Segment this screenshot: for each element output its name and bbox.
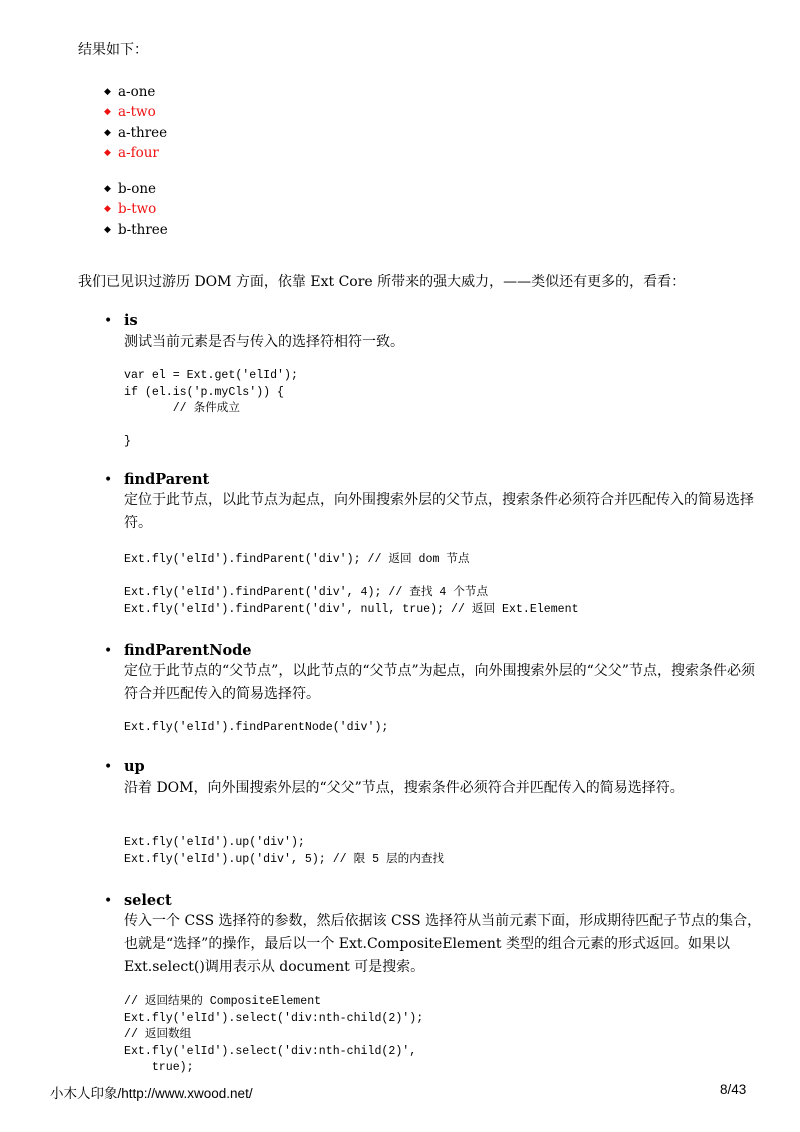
diamond-bullet-icon: ◆ <box>104 107 111 118</box>
code-block-select: // 返回结果的 CompositeElement Ext.fly('elId').select('div:nth-child(2)'); // 返回数组 Ext.fly('elId').select('div:nth-child(2)', true); <box>124 995 424 1074</box>
code-block-is: var el = Ext.get('elId'); if (el.is('p.myCls')) { // 条件成立 } <box>124 369 298 448</box>
code-block-findparentnode: Ext.fly('elId').findParentNode('div'); <box>124 721 389 734</box>
intro-text: 结果如下： <box>78 42 148 58</box>
list-item-text: a-four <box>118 144 159 161</box>
bullet-icon: • <box>104 759 113 775</box>
result-list-a <box>104 82 167 163</box>
footer-source: 小木人印象/http://www.xwood.net/ <box>50 1086 253 1101</box>
result-list-b <box>104 179 168 240</box>
method-name-findparentnode: findParentNode <box>124 642 252 659</box>
method-desc-select: 传入一个 CSS 选择符的参数，然后依据该 CSS 选择符从当前元素下面，形成期待匹配子节点的集合，也就是“选择”的操作，最后以一个 Ext.CompositeElement 类型的组合元素的形式返回。如果以 Ext.select()调用表示从 document 可是搜索。 <box>124 913 762 975</box>
method-desc-is: 测试当前元素是否与传入的选择符相符一致。 <box>124 334 404 350</box>
diamond-bullet-icon: ◆ <box>104 184 111 194</box>
list-item-text: b-two <box>118 201 157 218</box>
list-item <box>104 179 168 199</box>
method-name-up: up <box>124 758 145 775</box>
list-item <box>104 82 167 102</box>
bullet-icon: • <box>104 893 113 909</box>
list-item-text: a-three <box>118 124 168 141</box>
method-name-is: is <box>124 312 138 329</box>
list-item <box>104 143 167 163</box>
bullet-icon: • <box>104 472 113 488</box>
intro-paragraph: 我们已见识过游历 DOM 方面，依靠 Ext Core 所带来的强大威力，——类似还有更多的，看看： <box>78 274 686 290</box>
diamond-bullet-icon: ◆ <box>104 147 111 158</box>
page-number: 8/43 <box>720 1082 747 1097</box>
list-item <box>104 102 167 122</box>
diamond-bullet-icon: ◆ <box>104 224 111 235</box>
code-block-findparent: Ext.fly('elId').findParent('div'); // 返回 dom 节点 Ext.fly('elId').findParent('div', 4); // 查找 4 个节点 Ext.fly('elId').findParent('div', null, true); // 返回 Ext.Element <box>124 553 579 616</box>
list-item-text: a-two <box>118 104 156 121</box>
method-desc-up: 沿着 DOM，向外围搜索外层的“父父”节点，搜索条件必须符合并匹配传入的简易选择符。 <box>124 780 684 796</box>
code-block-up: Ext.fly('elId').up('div'); Ext.fly('elId').up('div', 5); // 限 5 层的内查找 <box>124 836 445 866</box>
list-item-text: a-one <box>118 84 156 100</box>
list-item <box>104 199 168 219</box>
list-item <box>104 123 167 143</box>
diamond-bullet-icon: ◆ <box>104 204 111 215</box>
diamond-bullet-icon: ◆ <box>104 127 111 138</box>
diamond-bullet-icon: ◆ <box>104 87 111 97</box>
bullet-icon: • <box>104 643 113 659</box>
method-name-select: select <box>124 892 172 909</box>
method-name-findparent: findParent <box>124 471 210 488</box>
list-item <box>104 220 168 240</box>
list-item-text: b-one <box>118 181 157 197</box>
bullet-icon: • <box>104 313 113 329</box>
list-item-text: b-three <box>118 221 168 238</box>
method-desc-findparentnode: 定位于此节点的“父节点”，以此节点的“父节点”为起点，向外围搜索外层的“父父”节点，搜索条件必须符合并匹配传入的简易选择符。 <box>124 663 755 702</box>
method-desc-findparent: 定位于此节点，以此节点为起点，向外围搜索外层的父节点，搜索条件必须符合并匹配传入的简易选择符。 <box>124 492 754 531</box>
